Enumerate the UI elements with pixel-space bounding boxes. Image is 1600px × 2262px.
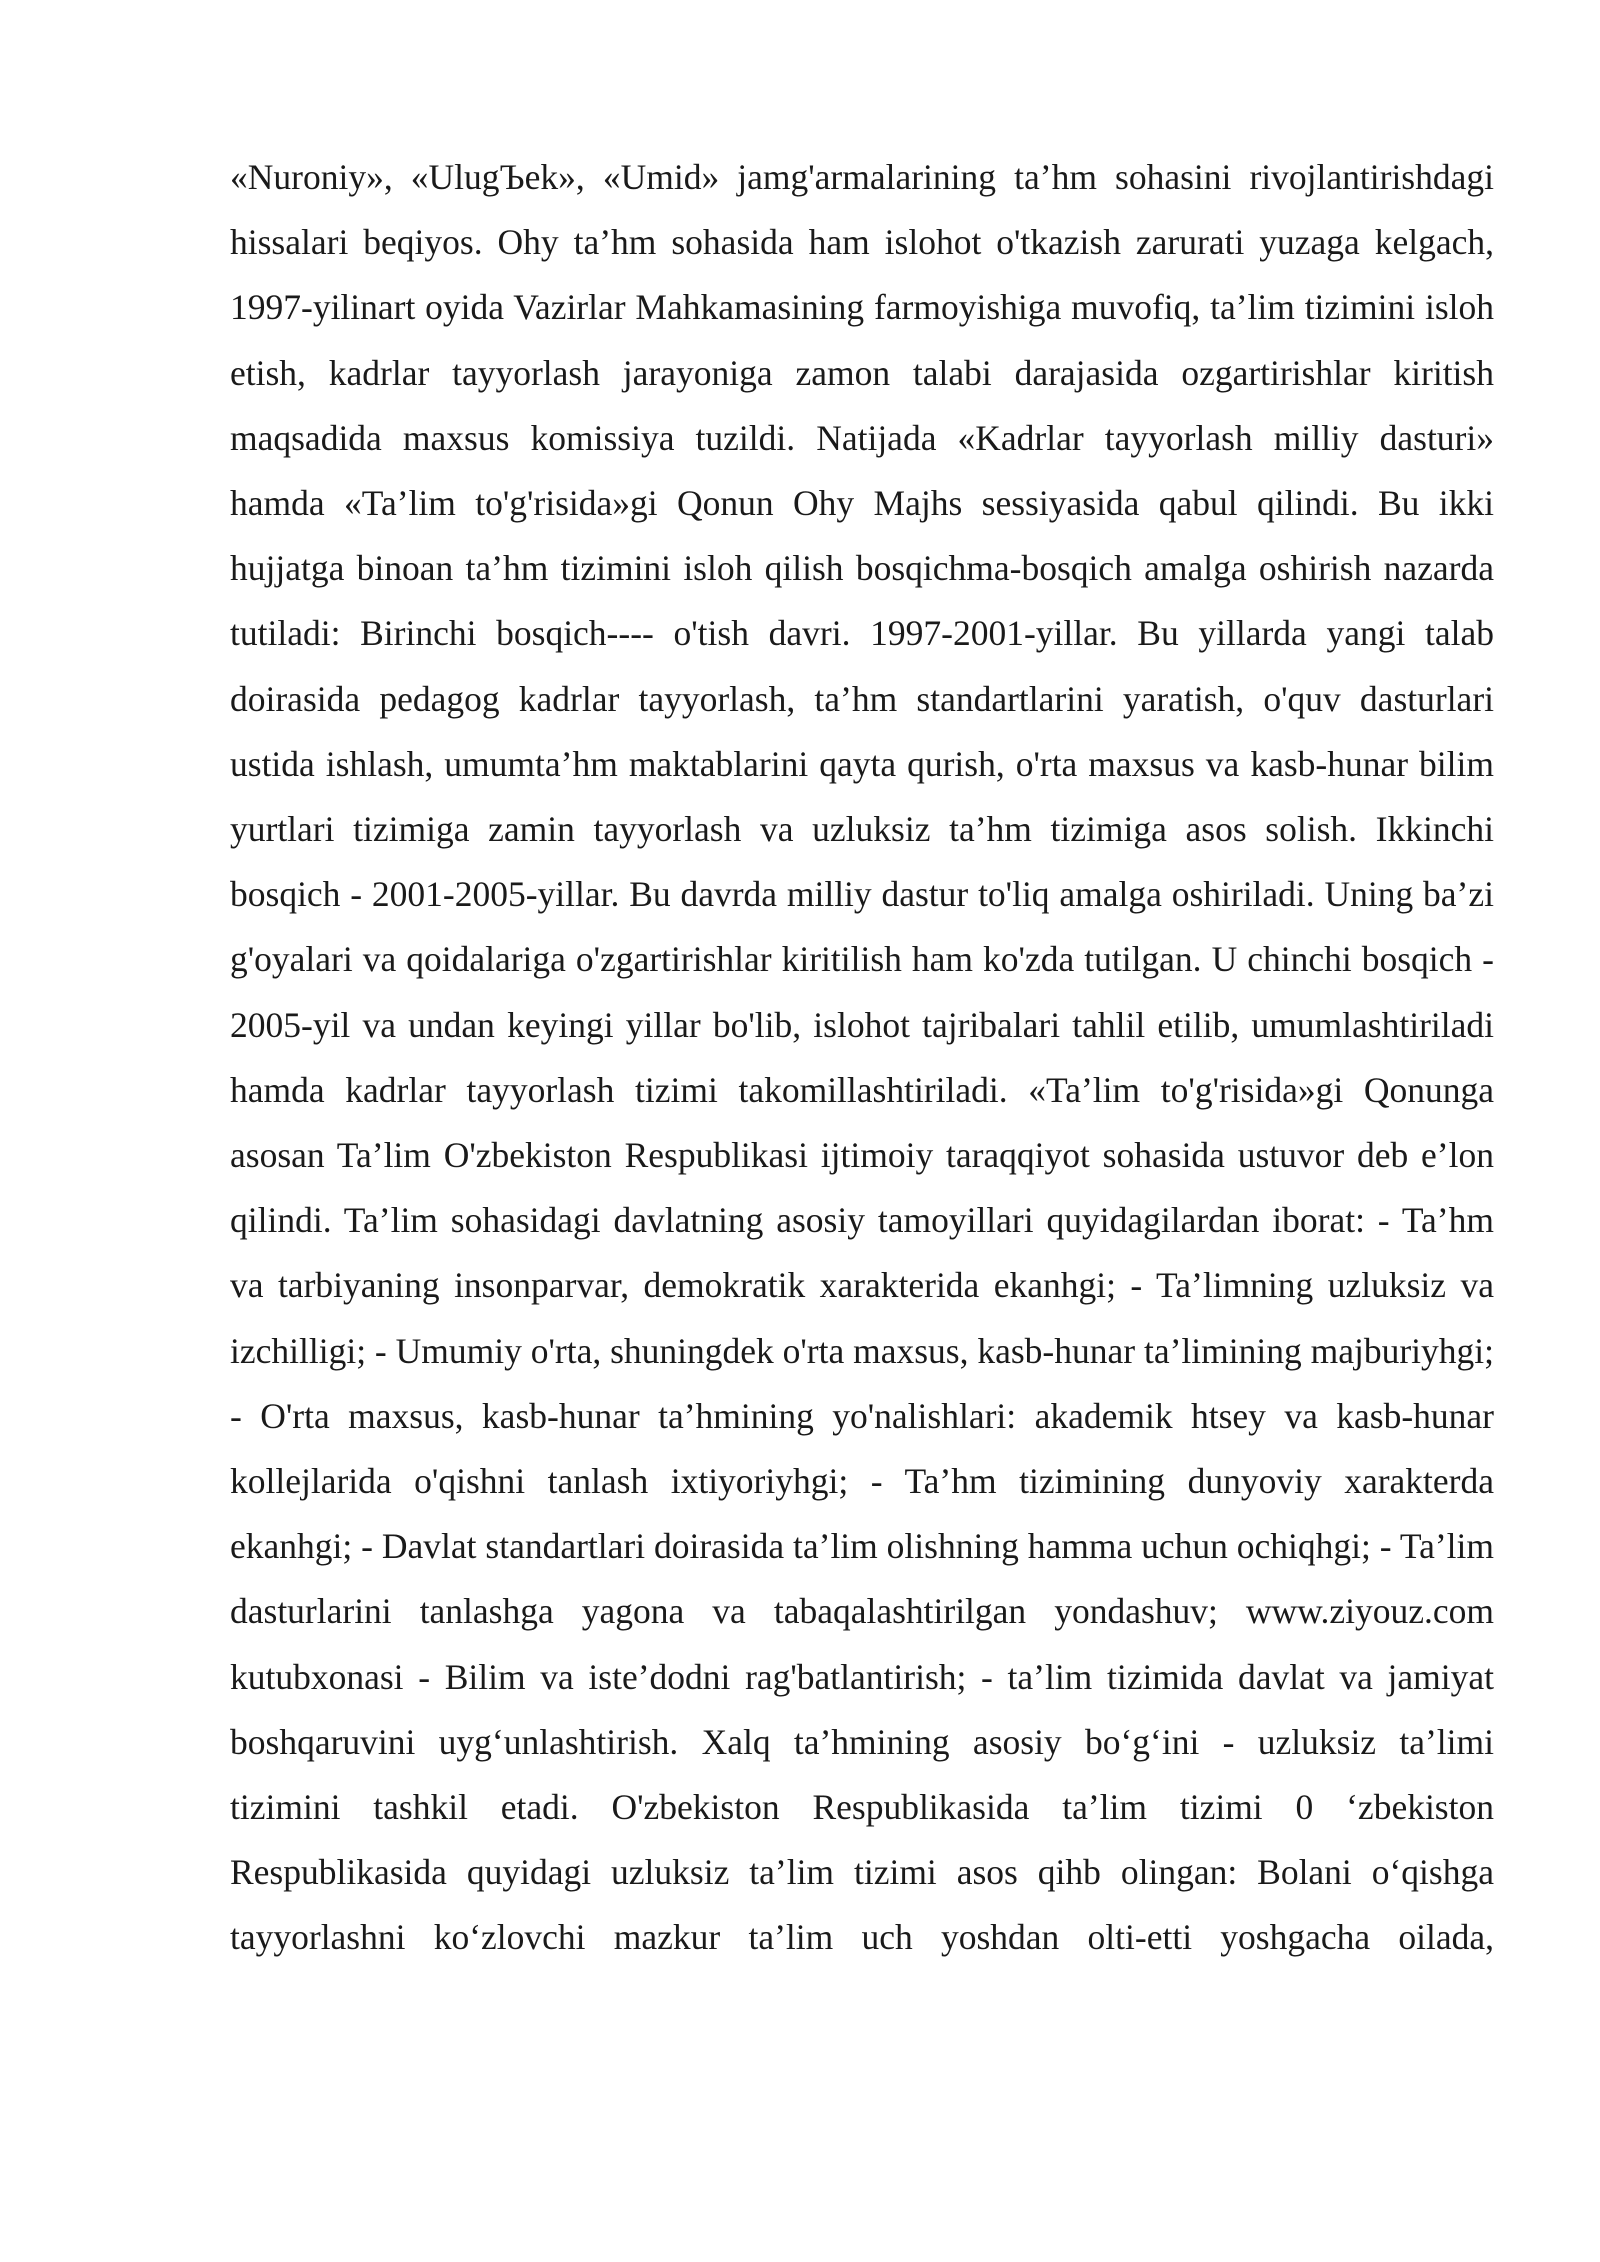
- body-paragraph: «Nuroniy», «UlugЪek», «Umid» jamg'armalarining ta’hm sohasini rivojlantirishdagi hissalari beqiyos. Ohy ta’hm sohasida ham islohot o'tkazish zarurati yuzaga kelgach, 1997-yilinart oyida Vazirlar Mahkamasining farmoyishiga muvofiq, ta’lim tizimini isloh etish, kadrlar tayyorlash jarayoniga zamon talabi darajasida ozgartirishlar kiritish maqsadida maxsus komissiya tuzildi. Natijada «Kadrlar tayyorlash milliy dasturi» hamda «Ta’lim to'g'risida»gi Qonun Ohy Majhs sessiyasida qabul qilindi. Bu ikki hujjatga binoan ta’hm tizimini isloh qilish bosqichma-bosqich amalga oshirish nazarda tutiladi: Birinchi bosqich---- o'tish davri. 1997-2001-yillar. Bu yillarda yangi talab doirasida pedagog kadrlar tayyorlash, ta’hm standartlarini yaratish, o'quv dasturlari ustida ishlash, umumta’hm maktablarini qayta qurish, o'rta maxsus va kasb-hunar bilim yurtlari tizimiga zamin tayyorlash va uzluksiz ta’hm tizimiga asos solish. Ikkinchi bosqich - 2001-2005-yillar. Bu davrda milliy dastur to'liq amalga oshiriladi. Uning ba’zi g'oyalari va qoidalariga o'zgartirishlar kiritilish ham ko'zda tutilgan. U chinchi bosqich - 2005-yil va undan keyingi yillar bo'lib, islohot tajribalari tahlil etilib, umumlashtiriladi hamda kadrlar tayyorlash tizimi takomillashtiriladi. «Ta’lim to'g'risida»gi Qonunga asosan Ta’lim O'zbekiston Respublikasi ijtimoiy taraqqiyot sohasida ustuvor deb e’lon qilindi. Ta’lim sohasidagi davlatning asosiy tamoyillari quyidagilardan iborat: - Ta’hm va tarbiyaning insonparvar, demokratik xarakterida ekanhgi; - Ta’limning uzluksiz va izchilligi; - Umumiy o'rta, shuningdek o'rta maxsus, kasb-hunar ta’limining majburiyhgi; - O'rta maxsus, kasb-hunar ta’hmining yo'nalishlari: akademik htsey va kasb-hunar kollejlarida o'qishni tanlash ixtiyoriyhgi; - Ta’hm tizimining dunyoviy xarakterda ekanhgi; - Davlat standartlari doirasida ta’lim olishning hamma uchun ochiqhgi; - Ta’lim dasturlarini tanlashga yagona va tabaqalashtirilgan yondashuv; www.ziyouz.com kutubxonasi - Bilim va iste’dodni rag'batlantirish; - ta’lim tizimida davlat va jamiyat boshqaruvini uyg‘unlashtirish. Xalq ta’hmining asosiy bo‘g‘ini - uzluksiz ta’limi tizimini tashkil etadi. O'zbekiston Respublikasida ta’lim tizimi 0 ‘zbekiston Respublikasida quyidagi uzluksiz ta’lim tizimi asos qihb olingan: Bolani o‘qishga tayyorlashni ko‘zlovchi mazkur ta’lim uch yoshdan olti-etti yoshgacha oilada,: [230, 157, 1494, 1958]
